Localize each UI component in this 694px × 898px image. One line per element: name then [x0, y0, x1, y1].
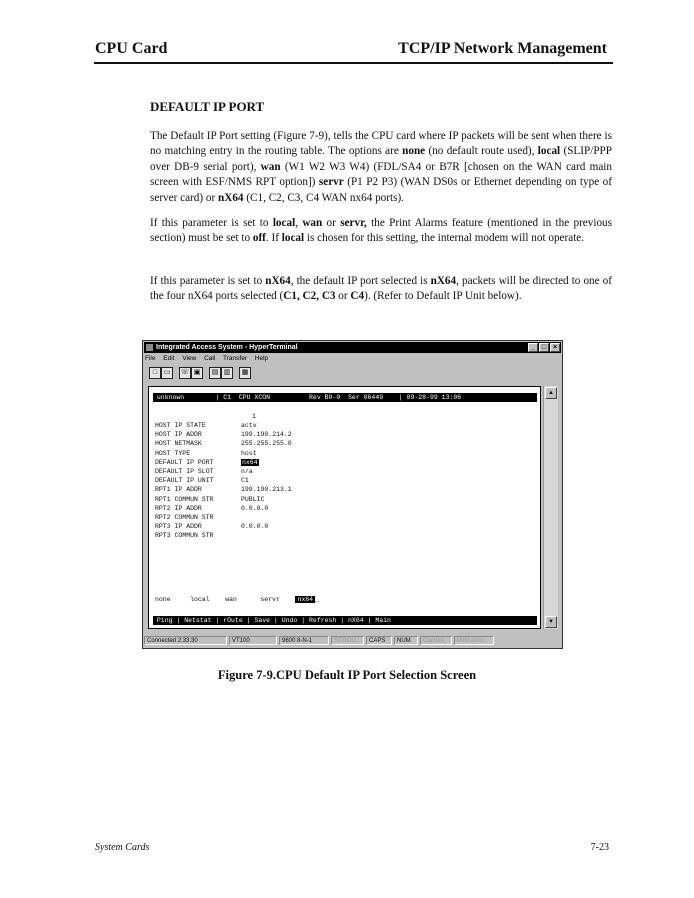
footer-section: System Cards: [95, 842, 150, 853]
hyperterminal-icon[interactable]: [146, 344, 153, 351]
header-section: TCP/IP Network Management: [398, 40, 607, 57]
scroll-down-icon[interactable]: ▼: [545, 616, 557, 628]
option-line: none local wan servr nx64 _: [155, 596, 319, 603]
close-button[interactable]: ×: [550, 343, 560, 352]
menu-help[interactable]: Help: [254, 355, 269, 362]
status-bar: [144, 635, 561, 647]
terminal-row: [155, 449, 257, 458]
phone-icon[interactable]: ☏: [179, 367, 191, 379]
row-label: HOST TYPE: [155, 449, 191, 457]
new-icon[interactable]: □: [149, 367, 161, 379]
option-wan[interactable]: wan: [225, 596, 237, 603]
terminal-command-menu[interactable]: Ping | Netstat | rOute | Save | Undo | Refresh | nX64 | Main: [153, 616, 537, 625]
terminal-row: [155, 531, 241, 540]
terminal-row: [155, 513, 241, 522]
terminal-row: [155, 467, 253, 476]
figure-caption: Figure 7-9.CPU Default IP Port Selection Screen: [217, 668, 477, 682]
properties2-icon[interactable]: ▦: [239, 367, 251, 379]
option-nx64-selected[interactable]: nx64: [297, 596, 314, 603]
row-value[interactable]: C1: [241, 477, 249, 485]
row-label: RPT1 IP ADDR: [155, 486, 202, 494]
paragraph-options: The Default IP Port setting (Figure 7-9), tells the CPU card where IP packets will be sent when there is no matching entry in the routing table. The options are none (no default route used), local (SLIP/PPP over DB-9 serial port), wan (W1 W2 W3 W4) (FDL/SA4 or B7R [chosen on the WAN card main screen with ESF/NMS RPT option]) servr (P1 P2 P3) (WAN DS0s or Ethernet depending on type of server card) or nX64 (C1, C2, C3, C4 WAN nx64 ports).: [150, 130, 613, 204]
menu-call[interactable]: Call: [204, 355, 216, 362]
header-chapter: CPU Card: [95, 40, 168, 57]
terminal-row: [155, 485, 292, 494]
option-servr[interactable]: servr: [260, 596, 280, 603]
status-print-echo: Print echo: [454, 636, 494, 645]
status-num: NUM: [394, 636, 418, 645]
option-local[interactable]: local: [190, 596, 210, 603]
menu-transfer[interactable]: Transfer: [223, 355, 247, 362]
status-connected: Connected 2:33:30: [144, 636, 227, 645]
paragraph-print-alarms: If this parameter is set to local, wan or servr, the Print Alarms feature (mentioned in the previous section) must be set to off. If local is chosen for this setting, the internal modem will not operate.: [150, 217, 613, 245]
row-label: DEFAULT IP SLOT: [155, 468, 214, 475]
option-none[interactable]: none: [155, 596, 171, 603]
row-value[interactable]: 255.255.255.0: [241, 440, 292, 448]
vertical-scrollbar[interactable]: [543, 386, 558, 629]
send-icon[interactable]: ▤: [209, 367, 221, 379]
row-label: HOST IP STATE: [155, 422, 206, 429]
row-value[interactable]: 199.190.213.1: [241, 486, 292, 494]
row-label: RPT3 IP ADDR: [155, 523, 202, 531]
scroll-up-icon[interactable]: ▲: [545, 387, 557, 399]
header-rule: [94, 62, 613, 64]
row-label: RPT2 IP ADDR: [155, 504, 202, 512]
status-capture: Capture: [420, 636, 452, 645]
hyperterminal-window: [142, 340, 563, 649]
menu-file[interactable]: File: [145, 355, 156, 362]
terminal-row: [155, 458, 259, 467]
minimize-button[interactable]: _: [528, 343, 538, 352]
column-header: 1: [252, 413, 256, 420]
properties-icon[interactable]: ▣: [191, 367, 203, 379]
row-value[interactable]: host: [241, 449, 257, 457]
row-label: DEFAULT IP UNIT: [155, 477, 214, 485]
terminal-row: [155, 476, 249, 485]
row-value[interactable]: 0.0.0.0: [241, 504, 269, 512]
row-label: HOST IP ADDR: [155, 431, 202, 439]
terminal-row: [155, 439, 292, 448]
status-scroll: SCROLL: [331, 636, 364, 645]
maximize-button[interactable]: □: [539, 343, 549, 352]
row-value[interactable]: 0.0.0.0: [241, 523, 269, 531]
window-title: Integrated Access System - HyperTerminal: [156, 344, 298, 351]
row-label: RPT3 COMMUN STR: [155, 532, 214, 540]
status-caps: CAPS: [366, 636, 392, 645]
menu-bar: [145, 354, 274, 364]
terminal-row: [155, 495, 264, 504]
row-value[interactable]: n/a: [241, 468, 253, 475]
page-number: 7-23: [590, 842, 609, 853]
receive-icon[interactable]: ▥: [221, 367, 233, 379]
status-emulation: VT100: [229, 636, 277, 645]
terminal-row: [155, 504, 268, 513]
row-value[interactable]: actv: [241, 422, 257, 429]
terminal-row: [155, 430, 292, 439]
paragraph-nx64: If this parameter is set to nX64, the default IP port selected is nX64, packets will be directed to one of the four nX64 ports selected (C1, C2, C3 or C4). (Refer to Default IP Unit below).: [150, 275, 612, 303]
terminal-row: [155, 522, 268, 531]
row-label: DEFAULT IP PORT: [155, 458, 214, 466]
window-titlebar[interactable]: [144, 342, 561, 353]
status-settings: 9600 8-N-1: [279, 636, 329, 645]
terminal-status-line: unknown | C1 CPU XCON Rev B0-0 Ser 06449 | 09-28-99 13:06: [153, 393, 537, 402]
row-label: RPT2 COMMUN STR: [155, 514, 214, 521]
menu-edit[interactable]: Edit: [163, 355, 175, 362]
terminal-row: [155, 421, 257, 430]
open-icon[interactable]: ▭: [161, 367, 173, 379]
row-value[interactable]: PUBLIC: [241, 495, 265, 503]
terminal-screen[interactable]: [148, 386, 541, 629]
section-title: DEFAULT IP PORT: [150, 99, 265, 114]
row-value[interactable]: 199.190.214.2: [241, 431, 292, 439]
default-ip-port-value[interactable]: nx64: [242, 458, 258, 466]
row-label: RPT1 COMMUN STR: [155, 495, 214, 503]
row-label: HOST NETMASK: [155, 440, 202, 448]
menu-view[interactable]: View: [182, 355, 197, 362]
